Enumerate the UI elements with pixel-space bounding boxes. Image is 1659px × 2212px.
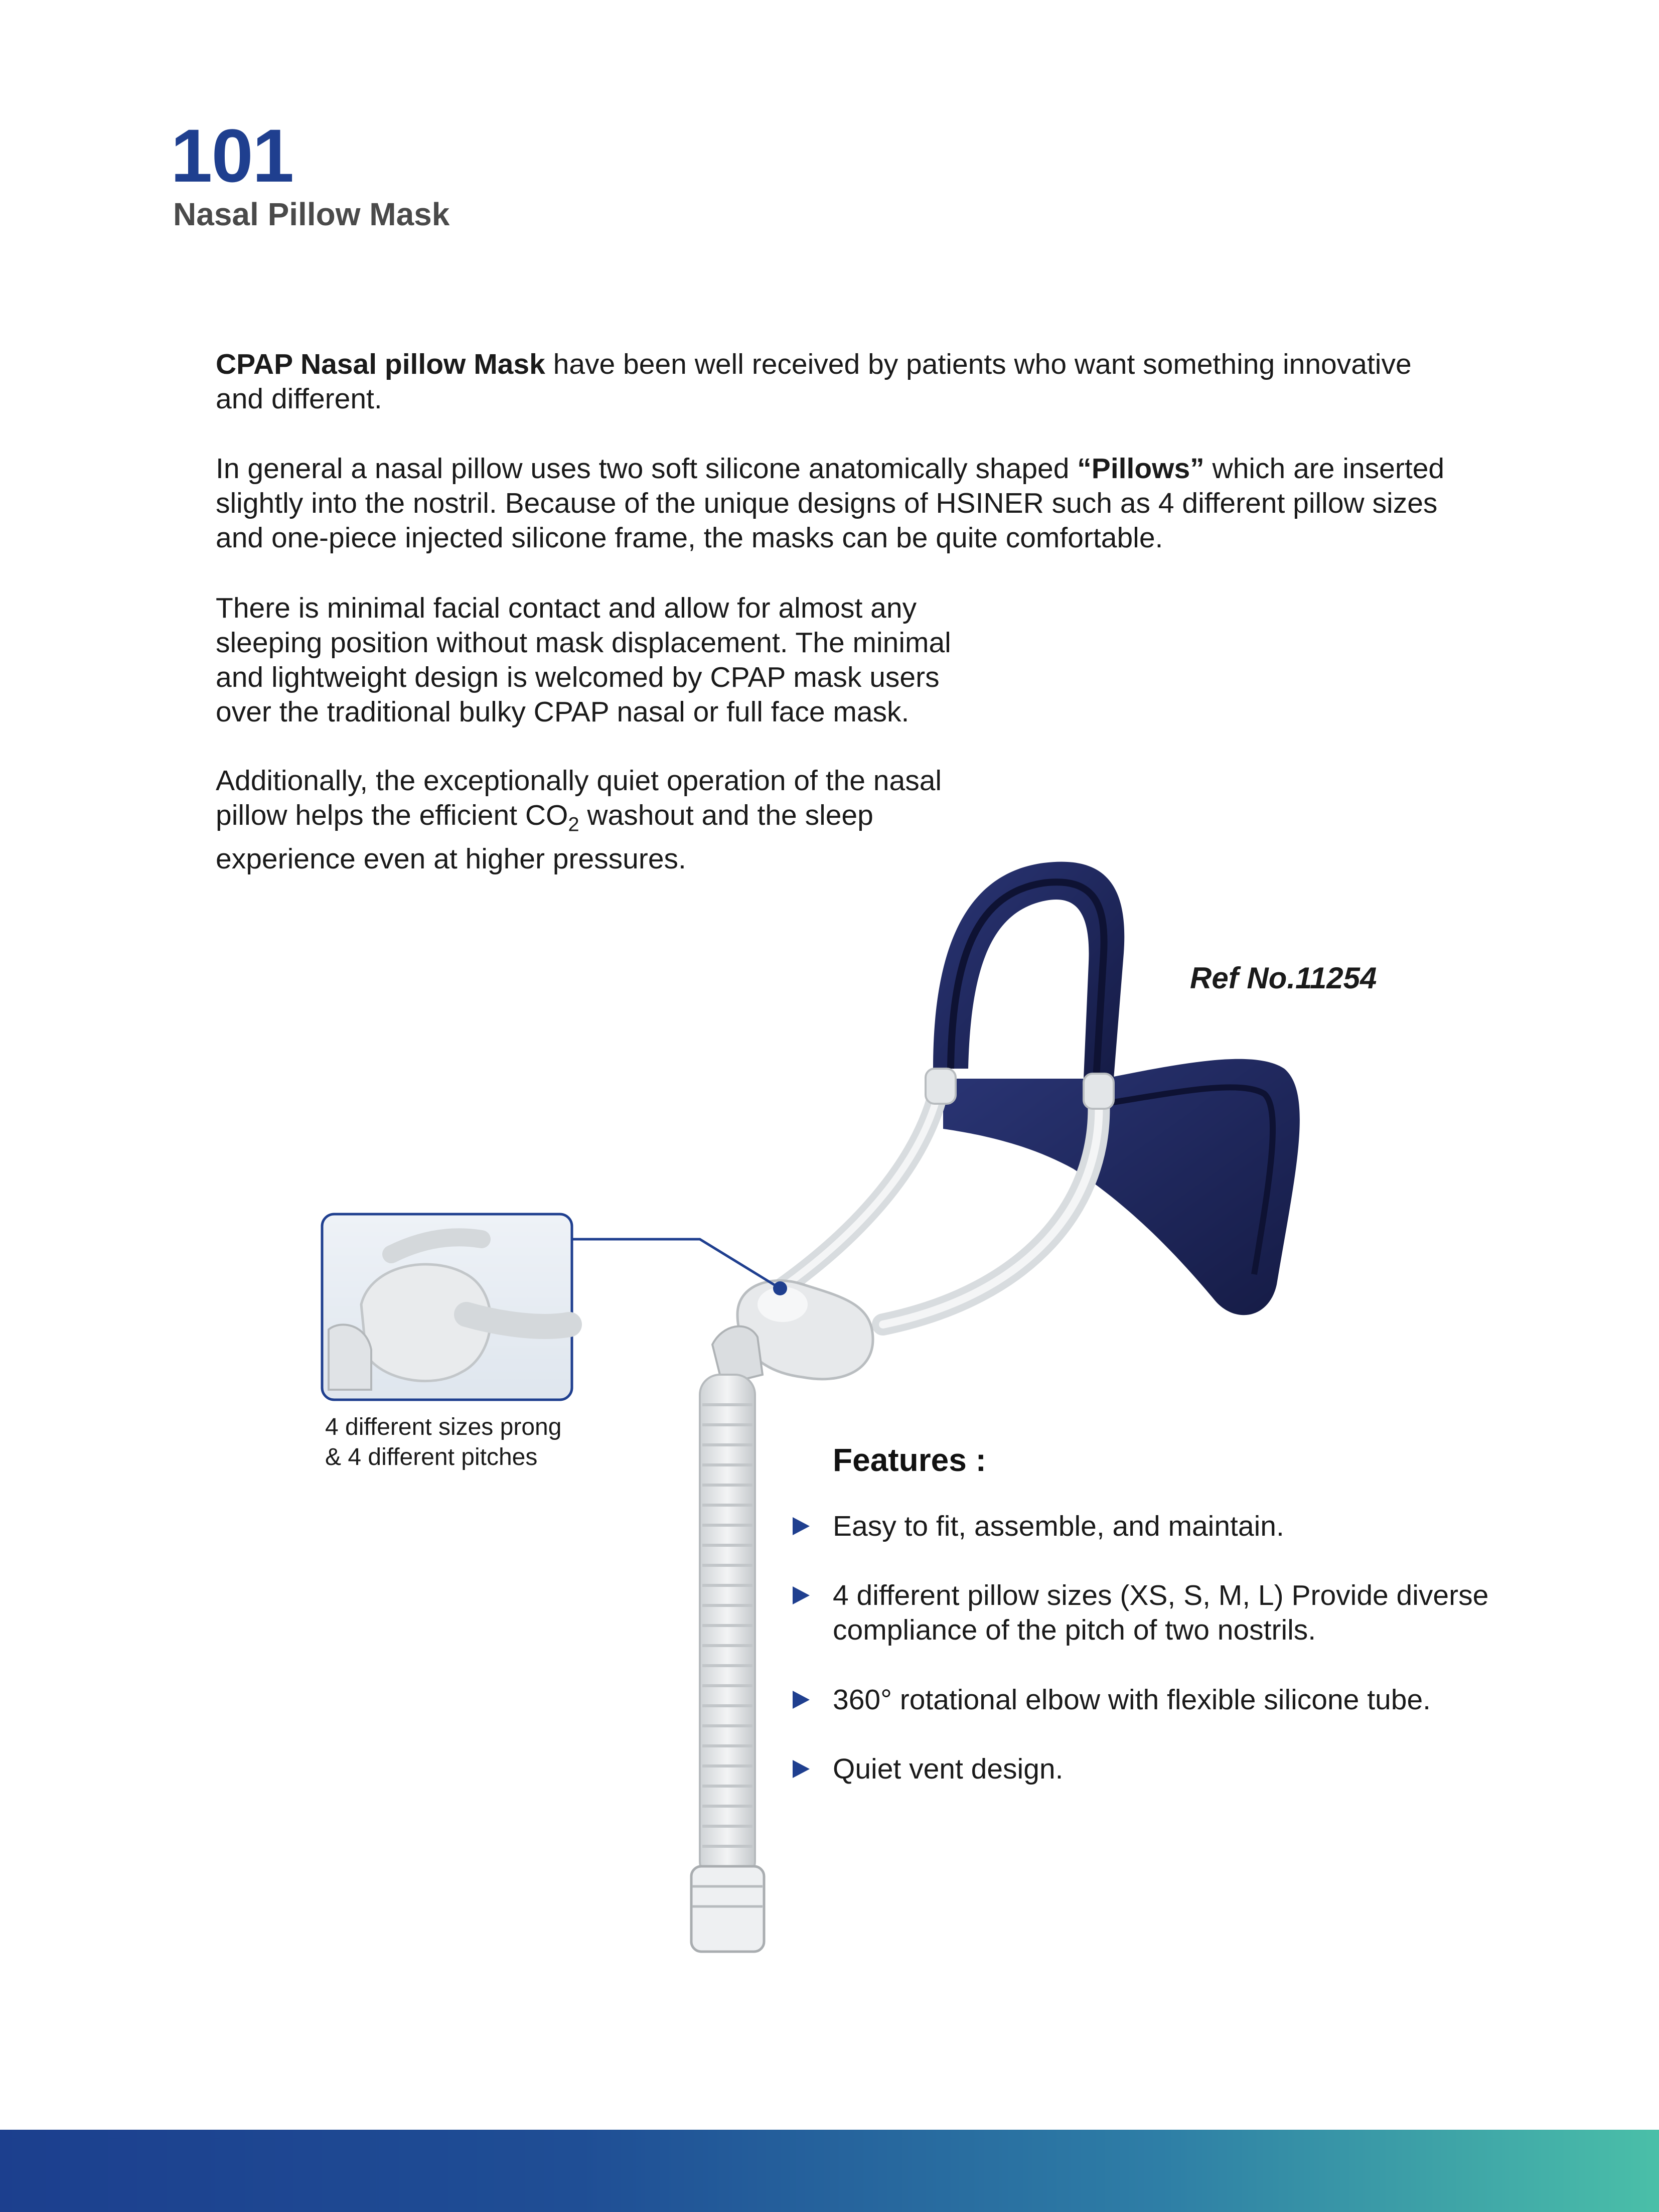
page-title: Nasal Pillow Mask: [173, 196, 450, 232]
reference-number: Ref No.11254: [1190, 961, 1377, 995]
bullet-arrow-icon: [793, 1586, 810, 1604]
inset-elbow: [329, 1324, 371, 1390]
quiet-start: Additionally, the exceptionally quiet operation of the nasal pillow helps the efficient CO: [216, 765, 942, 831]
footer-gradient-bar: [0, 2130, 1659, 2212]
features-title: Features :: [833, 1442, 986, 1478]
feature-text: 4 different pillow sizes (XS, S, M, L) Provide diverse compliance of the pitch of two nostrils.: [833, 1579, 1489, 1646]
feature-item: [793, 1683, 1520, 1717]
quiet-rest: washout and the sleep experience even at higher pressures.: [216, 799, 873, 875]
intro-bold: CPAP Nasal pillow Mask: [216, 348, 545, 380]
tube-connector: [691, 1866, 764, 1952]
feature-text: Easy to fit, assemble, and maintain.: [833, 1510, 1284, 1542]
strap-clip-left: [926, 1069, 956, 1104]
bullet-arrow-icon: [793, 1691, 810, 1709]
frame-arm-left: [773, 1094, 938, 1294]
pillows-bold: “Pillows”: [1077, 453, 1204, 485]
feature-item: [793, 1578, 1520, 1648]
inset-caption-line1: 4 different sizes prong: [325, 1414, 562, 1440]
feature-text: 360° rotational elbow with flexible silicone tube.: [833, 1684, 1431, 1716]
inset-arm: [467, 1314, 569, 1326]
feature-item: [793, 1752, 1520, 1787]
contact-paragraph: There is minimal facial contact and allow for almost any sleeping position without mask displacement. The minimal and lightweight design is welcomed by CPAP mask users over the traditional bulky CPAP nasal or full face mask.: [216, 592, 951, 728]
co2-subscript: 2: [568, 813, 579, 836]
pillows-start: In general a nasal pillow uses two soft silicone anatomically shaped: [216, 453, 1078, 485]
feature-text: Quiet vent design.: [833, 1753, 1064, 1785]
callout-dot: [773, 1281, 787, 1295]
bullet-arrow-icon: [793, 1517, 810, 1535]
bullet-arrow-icon: [793, 1760, 810, 1778]
pillows-rest: which are inserted slightly into the nostril. Because of the unique designs of HSINER such as 4 different pillow sizes and one-piece injected silicone frame, the masks can be quite comfortable.: [216, 453, 1445, 554]
feature-item: [793, 1509, 1520, 1544]
callout-line: [572, 1239, 780, 1288]
inset-caption-line2: & 4 different pitches: [325, 1444, 538, 1470]
intro-rest: have been well received by patients who want something innovative and different.: [216, 348, 1412, 415]
page-number: 101: [171, 113, 293, 198]
inset-caption: [325, 1412, 606, 1472]
strap-clip-right: [1084, 1074, 1114, 1109]
